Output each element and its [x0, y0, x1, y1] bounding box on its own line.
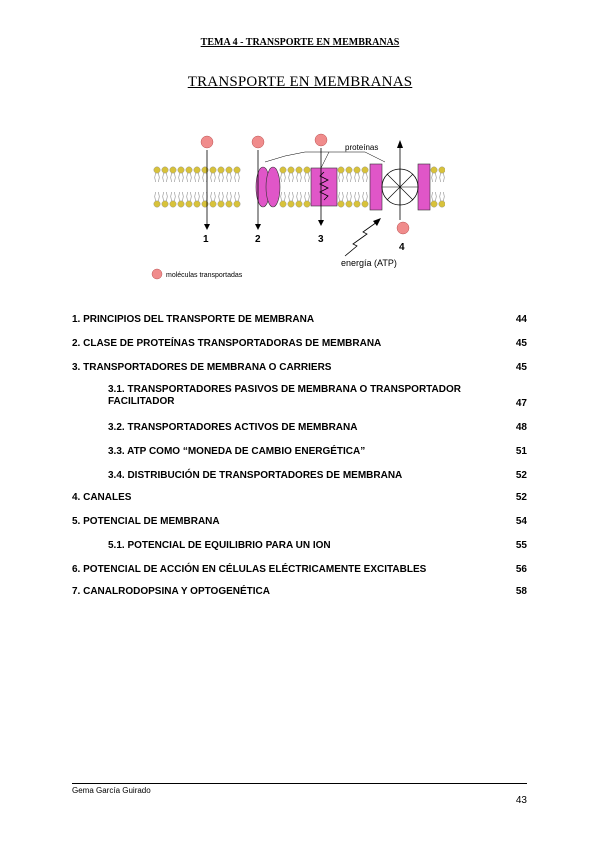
lipid-tail: [355, 192, 360, 201]
page-title: TRANSPORTE EN MEMBRANAS: [187, 74, 413, 90]
lipid-tail: [227, 192, 232, 201]
toc-entry-label: 3.2. TRANSPORTADORES ACTIVOS DE MEMBRANA: [108, 422, 358, 433]
membrane-transport-figure: [145, 126, 445, 286]
toc-entry-label: 2. CLASE DE PROTEÍNAS TRANSPORTADORAS DE MEMBRANA: [72, 338, 382, 349]
toc-entry-page: 52: [515, 470, 527, 481]
lipid-head: [354, 201, 360, 207]
molecule-4: [397, 222, 409, 234]
lipid-tail: [281, 192, 286, 201]
lipid-tail: [363, 192, 368, 201]
lipid-head: [304, 167, 310, 173]
lipid-head: [178, 201, 184, 207]
lipid-tail: [289, 173, 294, 182]
label-4: 4: [399, 242, 405, 253]
lipid-tail: [195, 173, 200, 182]
toc-entry-page: 47: [515, 398, 527, 409]
lipid-tail: [163, 192, 168, 201]
lipid-head: [154, 201, 160, 207]
toc-entry-page: 45: [515, 338, 527, 349]
lipid-tail: [203, 173, 208, 182]
toc-entry-label: 5. POTENCIAL DE MEMBRANA: [72, 516, 220, 527]
toc-entry-label: 3.4. DISTRIBUCIÓN DE TRANSPORTADORES DE MEMBRANA: [108, 470, 403, 481]
lipid-head: [338, 201, 344, 207]
page-number: 43: [515, 795, 527, 806]
lipid-head: [288, 167, 294, 173]
molecule-3: [315, 134, 327, 146]
lipid-head: [170, 201, 176, 207]
lipid-tail: [432, 192, 437, 201]
lipid-head: [280, 201, 286, 207]
lipid-tail: [211, 192, 216, 201]
lipid-tail: [187, 173, 192, 182]
toc-entry-page: 52: [515, 492, 527, 503]
pump-protein-right: [418, 164, 430, 210]
lipid-head: [178, 167, 184, 173]
lipid-head: [288, 201, 294, 207]
lipid-head: [194, 201, 200, 207]
lipid-tail: [179, 173, 184, 182]
energy-label: energía (ATP): [341, 258, 397, 268]
toc-entry-page: 58: [515, 586, 527, 597]
toc-entry-page: 45: [515, 362, 527, 373]
lipid-tail: [179, 192, 184, 201]
molecule-2: [252, 136, 264, 148]
lipid-tail: [289, 192, 294, 201]
lipid-tail: [203, 192, 208, 201]
lipid-head: [338, 167, 344, 173]
legend-molecule: [152, 269, 162, 279]
lipid-head: [210, 167, 216, 173]
lipid-tail: [305, 173, 310, 182]
lipid-head: [346, 167, 352, 173]
lipid-head: [162, 167, 168, 173]
lipid-head: [218, 167, 224, 173]
lipid-tail: [155, 173, 160, 182]
lipid-tail: [155, 192, 160, 201]
lipid-head: [210, 201, 216, 207]
toc-entry-page: 48: [515, 422, 527, 433]
lipid-tail: [235, 173, 240, 182]
toc-entry-page: 51: [515, 446, 527, 457]
lipid-head: [226, 167, 232, 173]
lipid-tail: [440, 192, 445, 201]
lipid-tail: [171, 192, 176, 201]
lipid-head: [186, 201, 192, 207]
carrier-protein-3: [311, 168, 337, 206]
lipid-tail: [281, 173, 286, 182]
lipid-tail: [163, 173, 168, 182]
lipid-head: [362, 167, 368, 173]
label-3: 3: [318, 234, 324, 245]
toc-entry-label: 7. CANALRODOPSINA Y OPTOGENÉTICA: [72, 586, 270, 597]
lipid-head: [362, 201, 368, 207]
lipid-tail: [195, 192, 200, 201]
legend-label: moléculas transportadas: [166, 272, 243, 279]
label-1: 1: [203, 234, 209, 245]
lipid-tail: [297, 173, 302, 182]
toc-entry-page: 55: [515, 540, 527, 551]
toc-entry-page: 44: [515, 314, 527, 325]
lipid-head: [431, 167, 437, 173]
lipid-head: [226, 201, 232, 207]
carrier-protein-2b: [266, 167, 280, 207]
lipid-head: [170, 167, 176, 173]
lipid-head: [304, 201, 310, 207]
lipid-tail: [355, 173, 360, 182]
lipid-tail: [297, 192, 302, 201]
lipid-tail: [339, 192, 344, 201]
running-header: TEMA 4 - TRANSPORTE EN MEMBRANAS: [200, 37, 400, 48]
lipid-head: [439, 201, 445, 207]
lipid-head: [296, 201, 302, 207]
lipid-head: [234, 201, 240, 207]
toc-entry-label: 5.1. POTENCIAL DE EQUILIBRIO PARA UN ION: [108, 540, 331, 551]
lipid-head: [439, 167, 445, 173]
footer-rule: [72, 783, 527, 784]
lipid-head: [194, 167, 200, 173]
toc-entry-page: 56: [515, 564, 527, 575]
toc-entry-label: 3. TRANSPORTADORES DE MEMBRANA O CARRIERS: [72, 362, 332, 373]
lipid-head: [234, 167, 240, 173]
toc-entry-label: 6. POTENCIAL DE ACCIÓN EN CÉLULAS ELÉCTRICAMENTE EXCITABLES: [72, 564, 427, 575]
toc-entry-page: 54: [515, 516, 527, 527]
lipid-tail: [219, 192, 224, 201]
toc-entry-label: 1. PRINCIPIOS DEL TRANSPORTE DE MEMBRANA: [72, 314, 315, 325]
lipid-head: [162, 201, 168, 207]
lipid-head: [296, 167, 302, 173]
lipid-tail: [347, 192, 352, 201]
toc-entry-label: 3.3. ATP COMO “MONEDA DE CAMBIO ENERGÉTICA”: [108, 446, 366, 457]
lipid-head: [280, 167, 286, 173]
lipid-tail: [305, 192, 310, 201]
toc-entry-label: 3.1. TRANSPORTADORES PASIVOS DE MEMBRANA O TRANSPORTADOR FACILITADOR: [108, 384, 461, 407]
lipid-tail: [219, 173, 224, 182]
lipid-tail: [440, 173, 445, 182]
proteins-label: proteínas: [345, 143, 379, 152]
molecule-1: [201, 136, 213, 148]
lipid-head: [218, 201, 224, 207]
lipid-tail: [347, 173, 352, 182]
energy-arrow: [345, 222, 377, 256]
lipid-tail: [227, 173, 232, 182]
lipid-tail: [432, 173, 437, 182]
footer-author: Gema García Guirado: [72, 786, 151, 795]
lipid-tail: [211, 173, 216, 182]
lipid-tail: [171, 173, 176, 182]
lipid-head: [431, 201, 437, 207]
pump-protein-left: [370, 164, 382, 210]
label-2: 2: [255, 234, 261, 245]
lipid-tail: [235, 192, 240, 201]
lipid-head: [346, 201, 352, 207]
lipid-tail: [363, 173, 368, 182]
lipid-head: [354, 167, 360, 173]
lipid-tail: [339, 173, 344, 182]
lipid-head: [186, 167, 192, 173]
toc-entry-label: 4. CANALES: [72, 492, 132, 503]
lipid-tail: [187, 192, 192, 201]
lipid-head: [154, 167, 160, 173]
